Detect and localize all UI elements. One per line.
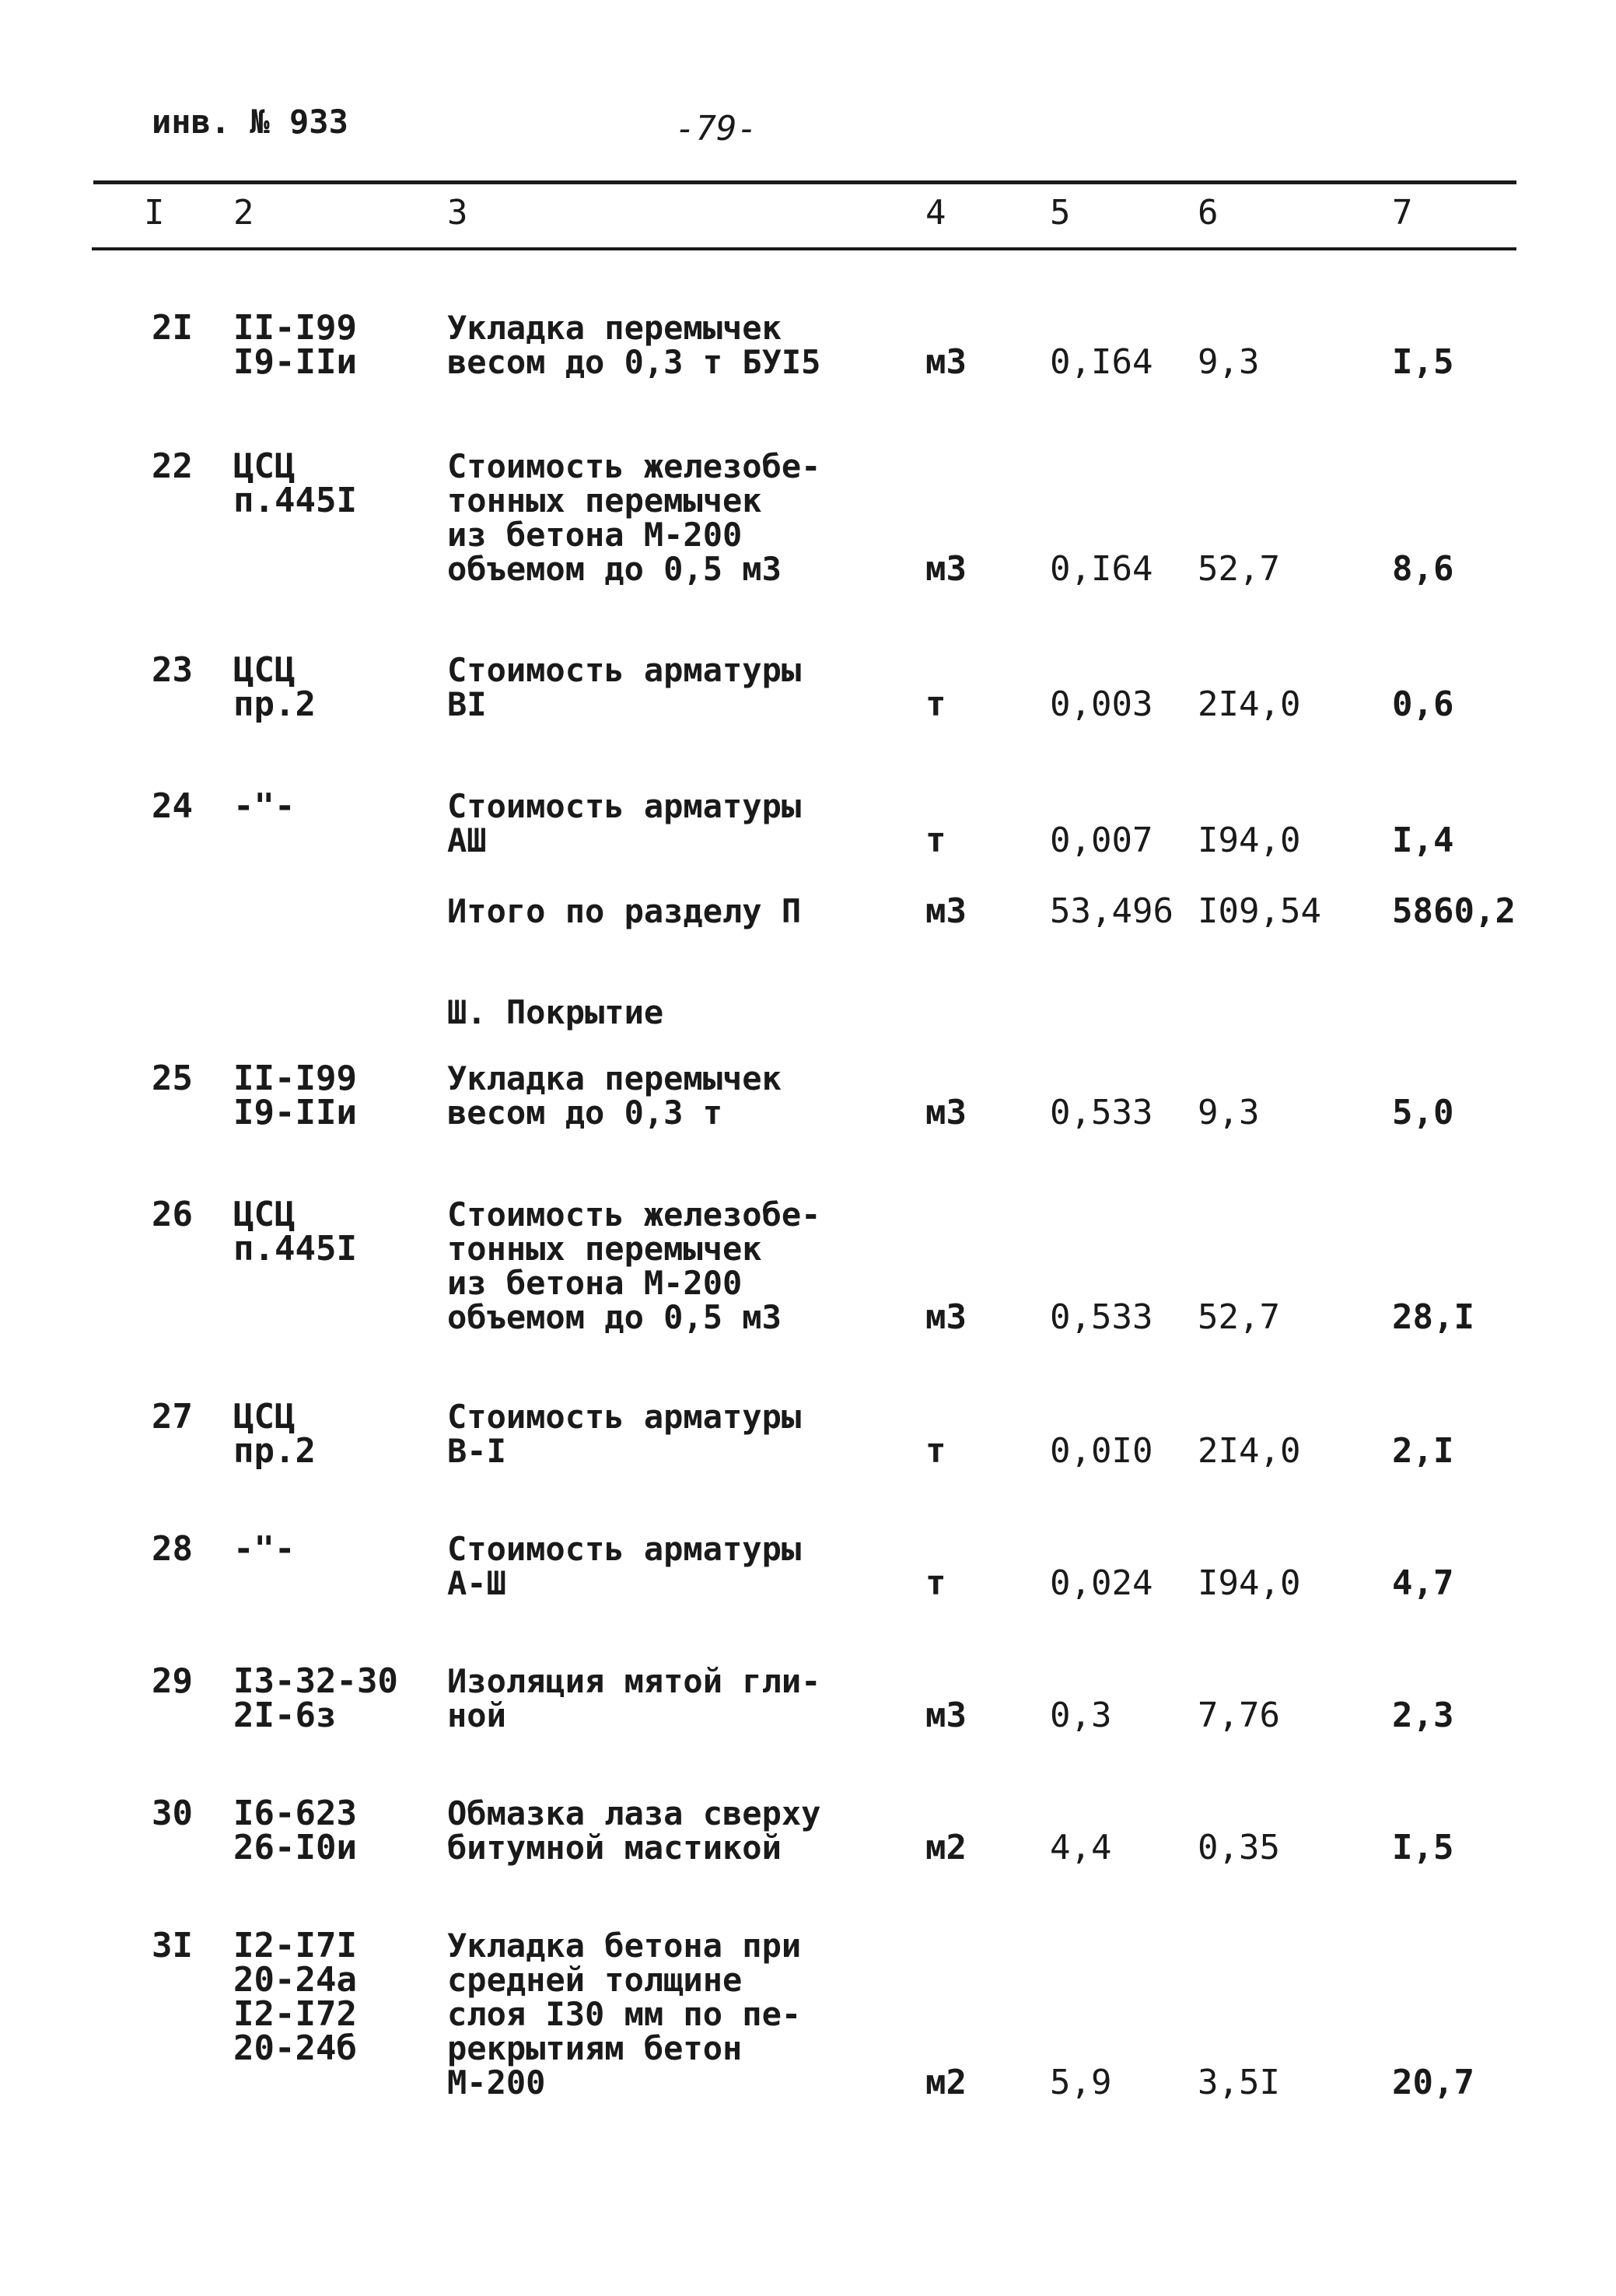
row-unit: м2 — [925, 1828, 967, 1867]
row-total: 0,6 — [1392, 684, 1454, 724]
row-code: ЦСЦ п.445I — [233, 1195, 357, 1269]
row-unit: м3 — [925, 891, 967, 931]
row-description: Стоимость арматуры АШ — [447, 787, 802, 859]
row-quantity: 0,003 — [1050, 684, 1153, 724]
page-number: -79- — [675, 109, 757, 149]
row-description: Обмазка лаза сверху битумной мастикой — [447, 1794, 821, 1867]
row-quantity: 53,496 — [1050, 891, 1174, 931]
row-quantity: 5,9 — [1050, 2063, 1112, 2102]
row-code: II-I99 I9-IIи — [233, 308, 357, 382]
row-description: Укладка перемычек весом до 0,3 т — [447, 1059, 782, 1132]
row-description: Ш. Покрытие — [447, 993, 664, 1031]
row-unit: т — [925, 1563, 946, 1603]
row-code: I6-623 26-I0и — [233, 1794, 357, 1867]
row-unit-price: I94,0 — [1198, 1563, 1301, 1603]
row-code: ЦСЦ пр.2 — [233, 650, 316, 724]
row-quantity: 0,024 — [1050, 1563, 1153, 1603]
row-unit-price: 0,35 — [1198, 1828, 1280, 1867]
column-header-2: 2 — [233, 193, 254, 233]
row-description: Изоляция мятой гли- ной — [447, 1662, 821, 1734]
column-header-4: 4 — [925, 193, 946, 233]
row-total: I,4 — [1392, 821, 1454, 860]
row-description: Стоимость арматуры BI — [447, 651, 802, 723]
row-unit-price: 2I4,0 — [1198, 1431, 1301, 1471]
row-total: 5,0 — [1392, 1093, 1454, 1132]
row-unit: м3 — [925, 1297, 967, 1337]
row-total: 8,6 — [1392, 549, 1454, 589]
row-unit-price: 52,7 — [1198, 1297, 1280, 1337]
column-header-7: 7 — [1392, 193, 1413, 233]
row-code: I3-32-30 2I-6з — [233, 1661, 398, 1735]
row-unit: т — [925, 1431, 946, 1471]
row-number: 30 — [152, 1794, 193, 1833]
row-unit: м3 — [925, 342, 967, 382]
row-number: 24 — [152, 786, 193, 826]
row-unit-price: 52,7 — [1198, 549, 1280, 589]
row-unit-price: 3,5I — [1198, 2063, 1280, 2102]
row-unit: т — [925, 821, 946, 860]
inventory-number: инв. № 933 — [152, 103, 348, 141]
row-total: 4,7 — [1392, 1563, 1454, 1603]
table-top-rule — [93, 180, 1516, 184]
row-number: 26 — [152, 1195, 193, 1234]
row-total: 2,3 — [1392, 1696, 1454, 1735]
row-quantity: 0,533 — [1050, 1093, 1153, 1132]
row-number: 27 — [152, 1397, 193, 1437]
row-description: Укладка перемычек весом до 0,3 т БУI5 — [447, 309, 821, 381]
column-header-6: 6 — [1198, 193, 1219, 233]
row-total: 2,I — [1392, 1431, 1454, 1471]
column-header-1: I — [144, 193, 165, 233]
row-description: Итого по разделу П — [447, 892, 802, 930]
row-unit: м3 — [925, 1093, 967, 1132]
row-quantity: 0,007 — [1050, 821, 1153, 860]
row-total: 28,I — [1392, 1297, 1474, 1337]
row-number: 29 — [152, 1661, 193, 1701]
row-quantity: 0,I64 — [1050, 549, 1153, 589]
row-total: I,5 — [1392, 1828, 1454, 1867]
row-number: 2I — [152, 308, 193, 348]
row-unit-price: 9,3 — [1198, 1093, 1260, 1132]
row-number: 22 — [152, 446, 193, 486]
row-unit: м3 — [925, 1696, 967, 1735]
row-number: 25 — [152, 1059, 193, 1098]
row-quantity: 0,I64 — [1050, 342, 1153, 382]
row-unit: м3 — [925, 549, 967, 589]
row-description: Укладка бетона при средней толщине слоя I30 мм по пе- рекрытиям бетон М-200 — [447, 1927, 802, 2102]
column-header-3: 3 — [447, 193, 468, 233]
row-total: 20,7 — [1392, 2063, 1474, 2102]
row-code: ЦСЦ п.445I — [233, 446, 357, 520]
row-code: ЦСЦ пр.2 — [233, 1397, 316, 1471]
row-quantity: 0,533 — [1050, 1297, 1153, 1337]
row-unit-price: I94,0 — [1198, 821, 1301, 860]
row-code: -"- — [233, 1529, 296, 1569]
row-quantity: 4,4 — [1050, 1828, 1112, 1867]
row-unit-price: 9,3 — [1198, 342, 1260, 382]
row-quantity: 0,0I0 — [1050, 1431, 1153, 1471]
row-unit-price: I09,54 — [1198, 891, 1321, 931]
row-description: Стоимость арматуры А-Ш — [447, 1530, 802, 1602]
row-code: I2-I7I 20-24а I2-I72 20-24б — [233, 1926, 357, 2068]
row-description: Стоимость арматуры В-I — [447, 1398, 802, 1470]
row-number: 3I — [152, 1926, 193, 1965]
row-number: 23 — [152, 650, 193, 690]
row-unit-price: 2I4,0 — [1198, 684, 1301, 724]
table-header-rule — [92, 247, 1516, 250]
row-total: 5860,2 — [1392, 891, 1516, 931]
row-unit: т — [925, 684, 946, 724]
row-description: Стоимость железобе- тонных перемычек из бетона М-200 объемом до 0,5 м3 — [447, 1195, 821, 1336]
row-code: -"- — [233, 786, 296, 826]
row-unit: м2 — [925, 2063, 967, 2102]
row-description: Стоимость железобе- тонных перемычек из бетона М-200 объемом до 0,5 м3 — [447, 447, 821, 588]
row-code: II-I99 I9-IIи — [233, 1059, 357, 1132]
column-header-5: 5 — [1050, 193, 1071, 233]
row-unit-price: 7,76 — [1198, 1696, 1280, 1735]
row-number: 28 — [152, 1529, 193, 1569]
row-total: I,5 — [1392, 342, 1454, 382]
row-quantity: 0,3 — [1050, 1696, 1112, 1735]
